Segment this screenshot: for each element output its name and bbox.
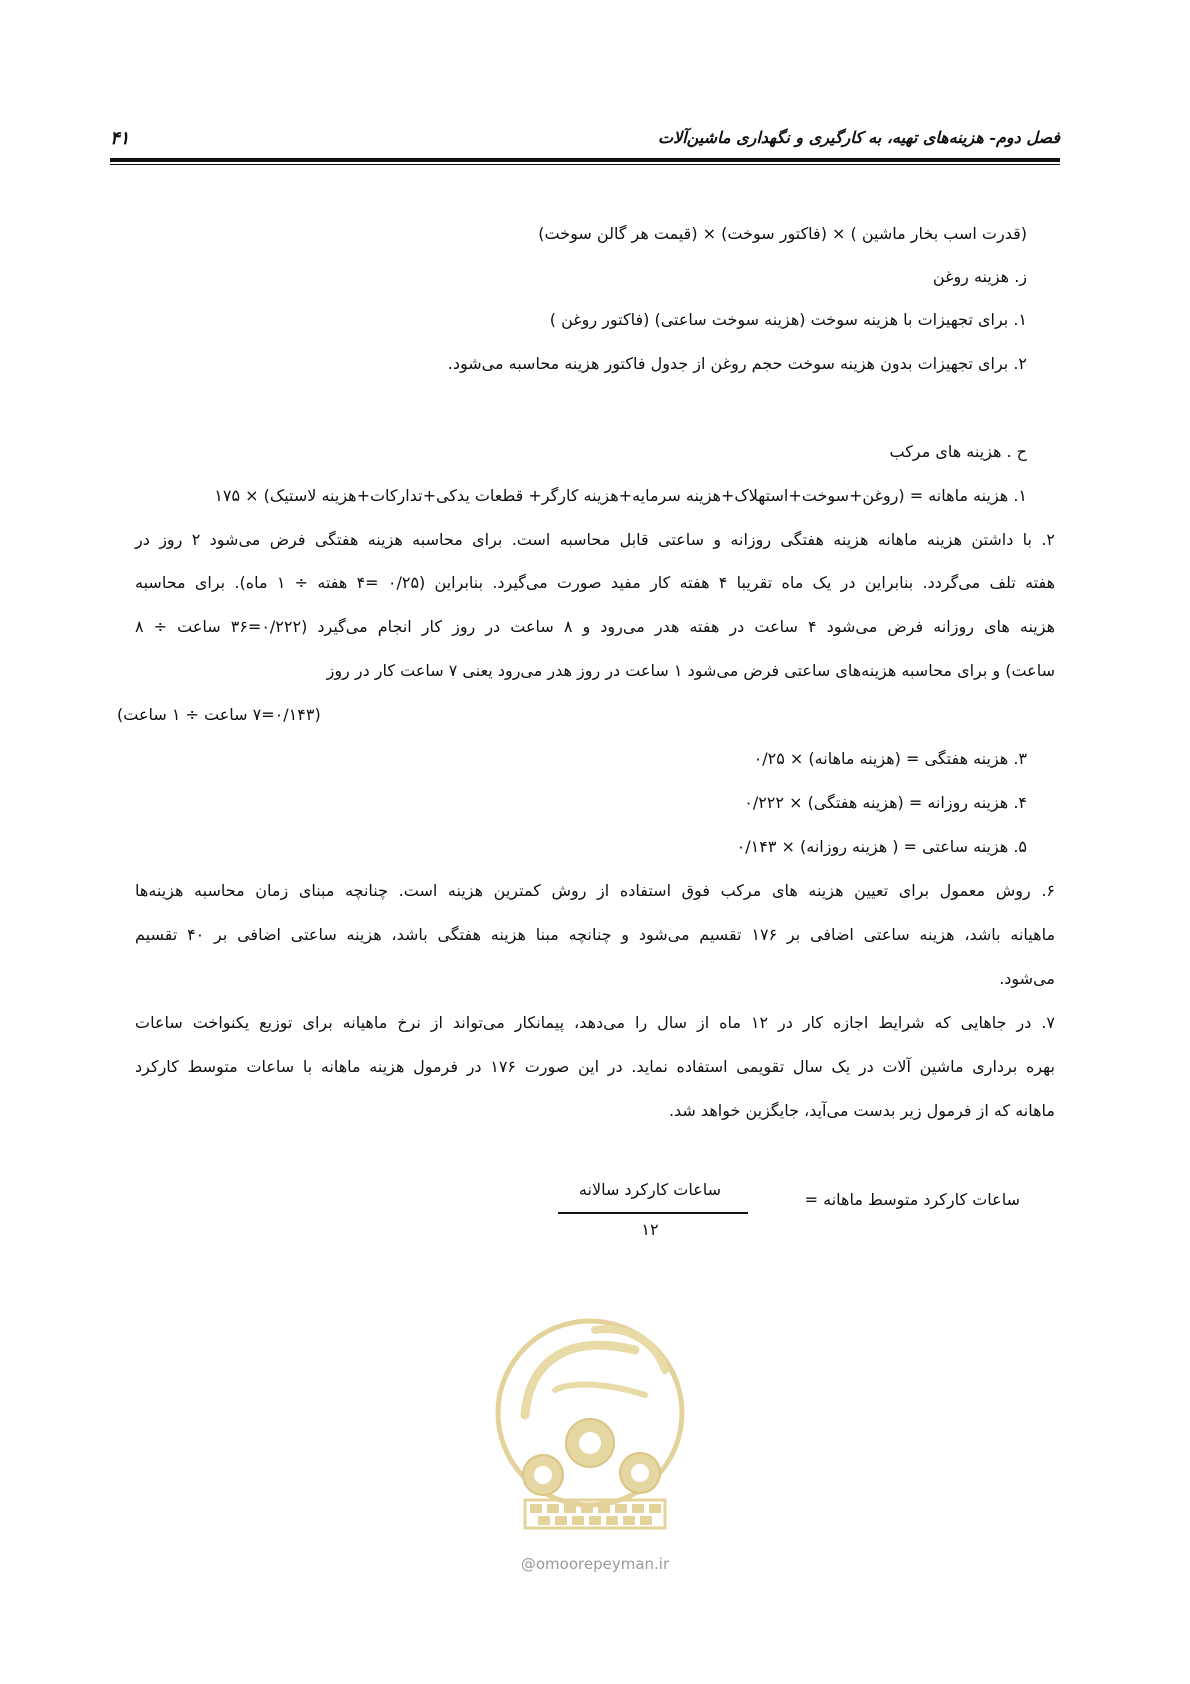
oil-item-2: ۲. برای تجهیزات بدون هزینه سوخت حجم روغن از جدول فاکتور هزینه محاسبه می‌شود. [447,354,1027,373]
fuel-formula: (قدرت اسب بخار ماشین ) × (فاکتور سوخت) × (قیمت هر گالن سوخت) [538,224,1027,243]
watermark-logo [495,1295,695,1585]
paragraph-2-line: ساعت) و برای محاسبه هزینه‌های ساعتی فرض می‌شود ۱ ساعت در روز هدر می‌رود یعنی ۷ ساعت کار در روز [326,661,1055,680]
formula-numerator: ساعات کارکرد سالانه [578,1180,722,1199]
fraction-bar [558,1212,748,1214]
item-3: ۳. هزینه هفتگی = (هزینه ماهانه) × ۰/۲۵ [753,749,1027,768]
page-number: ۴۱ [110,128,130,149]
paragraph-2-line: هفته تلف می‌گردد. بنابراین در یک ماه تقریبا ۴ هفته کار مفید صورت می‌گیرد. بنابراین (۰/۲۵ =۴ هفته ÷ ۱ ماه). برای محاسبه [135,573,1055,592]
composite-item-1: ۱. هزینه ماهانه = (روغن+سوخت+استهلاک+هزینه سرمایه+هزینه کارگر+ قطعات یدکی+تدارکات+هزینه لاستیک) × ۱۷۵ [214,486,1027,505]
paragraph-6-line: ۶. روش معمول برای تعیین هزینه های مرکب فوق استفاده از روش کمترین هزینه است. چنانچه مبنای زمان محاسبه هزینه‌ها [135,881,1055,900]
item-5: ۵. هزینه ساعتی = ( هزینه روزانه) × ۰/۱۴۳ [736,837,1027,856]
paragraph-7-line: ۷. در جاهایی که شرایط اجازه کار در ۱۲ ماه از سال را می‌دهد، پیمانکار می‌تواند از نرخ ماهیانه برای توزیع یکنواخت ساعات [135,1013,1055,1032]
paragraph-2-line: هزینه های روزانه فرض می‌شود ۴ ساعت در هفته هدر می‌رود و ۸ ساعت در روز کار انجام می‌گیرد (۰/۲۲۲=۳۶ ساعت ÷ ۸ [135,617,1056,636]
oil-heading: ز. هزینه روغن [932,267,1027,286]
paragraph-6-line: ماهیانه باشد، هزینه ساعتی اضافی بر ۱۷۶ تقسیم می‌شود و چنانچه مبنا هزینه هفتگی باشد، هزینه ساعتی اضافی بر ۴۰ تقسیم [135,925,1056,944]
formula-denominator: ۱۲ [641,1220,659,1239]
paragraph-7-line: بهره برداری ماشین آلات در یک سال تقویمی استفاده نماید. در این صورت ۱۷۶ در فرمول هزینه ماهانه با ساعات متوسط کارکرد [135,1057,1056,1076]
watermark-url: @omoorepeyman.ir [520,1555,670,1573]
header-rule-thick [110,158,1060,162]
header-rule-thin [110,164,1060,165]
paragraph-2-line: ۲. با داشتن هزینه ماهانه هزینه هفتگی روزانه و ساعتی قابل محاسبه است. برای محاسبه هزینه هفتگی فرض می‌شود ۲ روز در [135,530,1056,549]
oil-item-1: ۱. برای تجهیزات با هزینه سوخت (هزینه سوخت ساعتی) (فاکتور روغن ) [549,310,1027,329]
item-4: ۴. هزینه روزانه = (هزینه هفتگی) × ۰/۲۲۲ [744,793,1027,812]
chapter-title: فصل دوم- هزینه‌های تهیه، به کارگیری و نگهداری ماشین‌آلات [658,128,1060,147]
composite-heading: ح . هزینه های مرکب [889,442,1027,461]
paragraph-2-line: (۰/۱۴۳=۷ ساعت ÷ ۱ ساعت) [117,705,321,724]
paragraph-7-line: ماهانه که از فرمول زیر بدست می‌آید، جایگزین خواهد شد. [668,1101,1055,1120]
paragraph-6-line: می‌شود. [999,969,1055,988]
page-header [110,128,1060,154]
formula-lhs: ساعات کارکرد متوسط ماهانه = [804,1190,1020,1209]
